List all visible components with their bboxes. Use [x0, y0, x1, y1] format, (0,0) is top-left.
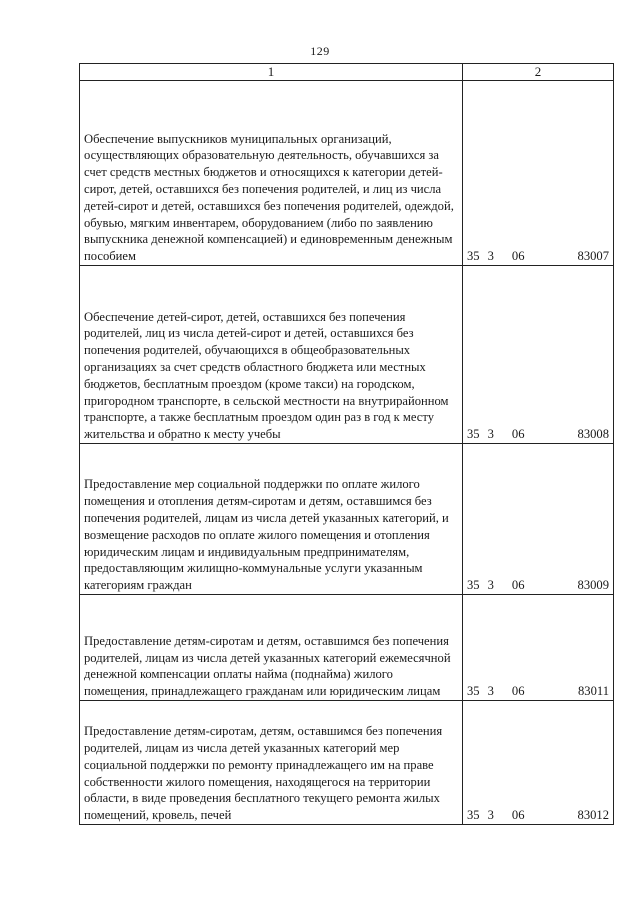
- code-part: 3: [487, 427, 494, 442]
- code-part: 35: [467, 578, 480, 593]
- code-part: 83009: [577, 578, 609, 593]
- code-part: 06: [511, 808, 525, 823]
- code-part: 06: [511, 684, 525, 699]
- row-code: [463, 444, 614, 595]
- row-description: Предоставление детям-сиротам и детям, оставшимся без попечения родителей, лицам из числа детей указанных категорий ежемесячной денежной компенсации оплаты найма (поднайма) жилого помещения, принадлежащего гражданам или юридическим лицам: [80, 595, 463, 701]
- code-part: 83007: [577, 249, 609, 264]
- code-part: 83012: [577, 808, 609, 823]
- row-code: [463, 266, 614, 444]
- header-col-1: 1: [80, 64, 463, 81]
- row-code: [463, 595, 614, 701]
- row-code: [463, 701, 614, 825]
- header-col-2: 2: [463, 64, 614, 81]
- row-description: Предоставление детям-сиротам, детям, оставшимся без попечения родителей, лицам из числа детей указанных категорий мер социальной поддержки по ремонту принадлежащего им на праве собственности жилого помещения, находящегося на территории области, в виде проведения бесплатного текущего ремонта жилых помещений, кровель, печей: [80, 701, 463, 825]
- table-header-row: [80, 64, 614, 81]
- row-description: Обеспечение детей-сирот, детей, оставшихся без попечения родителей, лиц из числа детей-сирот и детей, оставшихся без попечения родителей, обучающихся в общеобразовательных организациях за счет средств областного бюджета или местных бюджетов, бесплатным проездом (кроме такси) на городском, пригородном транспорте, в сельской местности на внутрирайонном транспорте, а также бесплатным проездом один раз в год к месту жительства и обратно к месту учебы: [80, 266, 463, 444]
- code-part: 35: [467, 427, 480, 442]
- code-part: 3: [487, 578, 494, 593]
- code-part: 83008: [577, 427, 609, 442]
- table-row: [80, 266, 614, 444]
- code-part: 35: [467, 684, 480, 699]
- page-number: 129: [310, 44, 330, 58]
- row-description: Предоставление мер социальной поддержки по оплате жилого помещения и отопления детям-сиротам и детям, оставшимся без попечения родителей, лицам из числа детей указанных категорий, и возмещение расходов по оплате жилого помещения и отопления юридическим лицам и индивидуальным предпринимателям, предоставляющим жилищно-коммунальные услуги указанным категориям граждан: [80, 444, 463, 595]
- code-part: 83011: [577, 684, 609, 699]
- code-part: 3: [487, 249, 494, 264]
- code-part: 3: [487, 684, 494, 699]
- code-part: 06: [511, 427, 525, 442]
- code-part: 35: [467, 808, 480, 823]
- code-part: 06: [511, 578, 525, 593]
- code-part: 3: [487, 808, 494, 823]
- row-code: [463, 81, 614, 266]
- code-part: 06: [511, 249, 525, 264]
- table-row: [80, 444, 614, 595]
- table-row: [80, 701, 614, 825]
- code-part: 35: [467, 249, 480, 264]
- table-row: [80, 81, 614, 266]
- row-description: Обеспечение выпускников муниципальных организаций, осуществляющих образовательную деятельность, обучавшихся за счет средств местных бюджетов и относящихся к категории детей-сирот, детей, оставшихся без попечения родителей, и лиц из числа детей-сирот и детей, оставшихся без попечения родителей, одеждой, обувью, мягким инвентарем, оборудованием (либо по заявлению выпускника денежной компенсацией) и единовременным денежным пособием: [80, 81, 463, 266]
- budget-table: [79, 63, 614, 825]
- table-row: [80, 595, 614, 701]
